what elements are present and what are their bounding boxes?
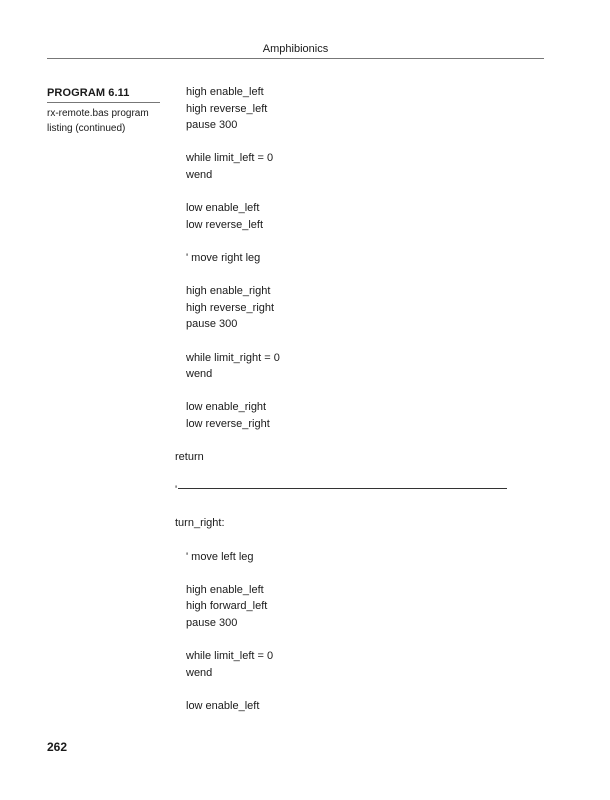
- caption-line: rx-remote.bas program: [47, 108, 149, 119]
- code-line: [175, 615, 535, 632]
- code-line: [175, 134, 535, 151]
- code-divider-line: [175, 482, 535, 499]
- code-line: [175, 250, 535, 267]
- code-line: [175, 648, 535, 665]
- code-text: while limit_left = 0: [186, 152, 274, 165]
- code-line: [175, 167, 535, 184]
- code-text: high forward_left: [186, 600, 268, 613]
- page-number: 262: [47, 740, 68, 754]
- code-text: wend: [186, 168, 213, 181]
- code-line: [175, 200, 535, 217]
- code-text: ' move left leg: [186, 550, 254, 563]
- code-text: ': [175, 484, 178, 497]
- code-line: [175, 665, 535, 682]
- code-text: high reverse_left: [186, 102, 268, 115]
- code-line: [175, 383, 535, 400]
- code-line: [175, 499, 535, 516]
- code-text: low reverse_right: [186, 417, 270, 430]
- code-line: [175, 217, 535, 234]
- code-line: [175, 84, 535, 101]
- code-line: [175, 549, 535, 566]
- code-text: pause 300: [186, 617, 238, 629]
- code-line: [175, 532, 535, 549]
- code-line: [175, 184, 535, 201]
- code-line: [175, 432, 535, 449]
- code-text: low enable_right: [186, 401, 267, 414]
- code-text: high enable_right: [186, 285, 271, 298]
- code-text: high reverse_right: [186, 301, 275, 314]
- code-line: [175, 466, 535, 483]
- divider-rule: [178, 488, 507, 489]
- caption-line: listing (continued): [47, 123, 126, 134]
- code-text: pause 300: [186, 119, 238, 132]
- code-line: [175, 632, 535, 649]
- code-listing: [175, 84, 535, 715]
- code-line: [175, 316, 535, 333]
- code-line: [175, 101, 535, 118]
- code-line: [175, 681, 535, 698]
- code-text: wend: [186, 666, 213, 679]
- code-text: high enable_left: [186, 583, 264, 596]
- code-text: high enable_left: [186, 86, 264, 98]
- program-label: PROGRAM 6.11: [47, 87, 130, 99]
- code-text: low reverse_left: [186, 218, 264, 231]
- running-head: Amphibionics: [262, 43, 329, 55]
- program-caption-block: [47, 86, 160, 136]
- header-rule: [47, 58, 544, 59]
- code-text: wend: [186, 368, 213, 381]
- code-line: [175, 366, 535, 383]
- code-line: [175, 698, 535, 715]
- code-line: [175, 515, 535, 532]
- code-text: low enable_left: [186, 202, 260, 215]
- code-line: [175, 350, 535, 367]
- code-text: while limit_right = 0: [186, 351, 280, 364]
- code-text: ' move right leg: [186, 251, 261, 264]
- code-line: [175, 117, 535, 134]
- code-line: [175, 565, 535, 582]
- code-line: [175, 449, 535, 466]
- code-line: [175, 300, 535, 317]
- code-line: [175, 267, 535, 284]
- code-text: pause 300: [186, 318, 238, 331]
- code-line: [175, 283, 535, 300]
- code-line: [175, 333, 535, 350]
- code-line: [175, 416, 535, 433]
- code-line: [175, 582, 535, 599]
- code-line: [175, 598, 535, 615]
- code-text: low enable_left: [186, 699, 260, 712]
- code-line: [175, 399, 535, 416]
- code-line: [175, 233, 535, 250]
- caption-rule: [47, 102, 160, 103]
- code-text: while limit_left = 0: [186, 650, 274, 663]
- code-text: turn_right:: [175, 517, 225, 530]
- program-caption: [47, 106, 160, 136]
- code-text: return: [175, 451, 204, 464]
- code-line: [175, 150, 535, 167]
